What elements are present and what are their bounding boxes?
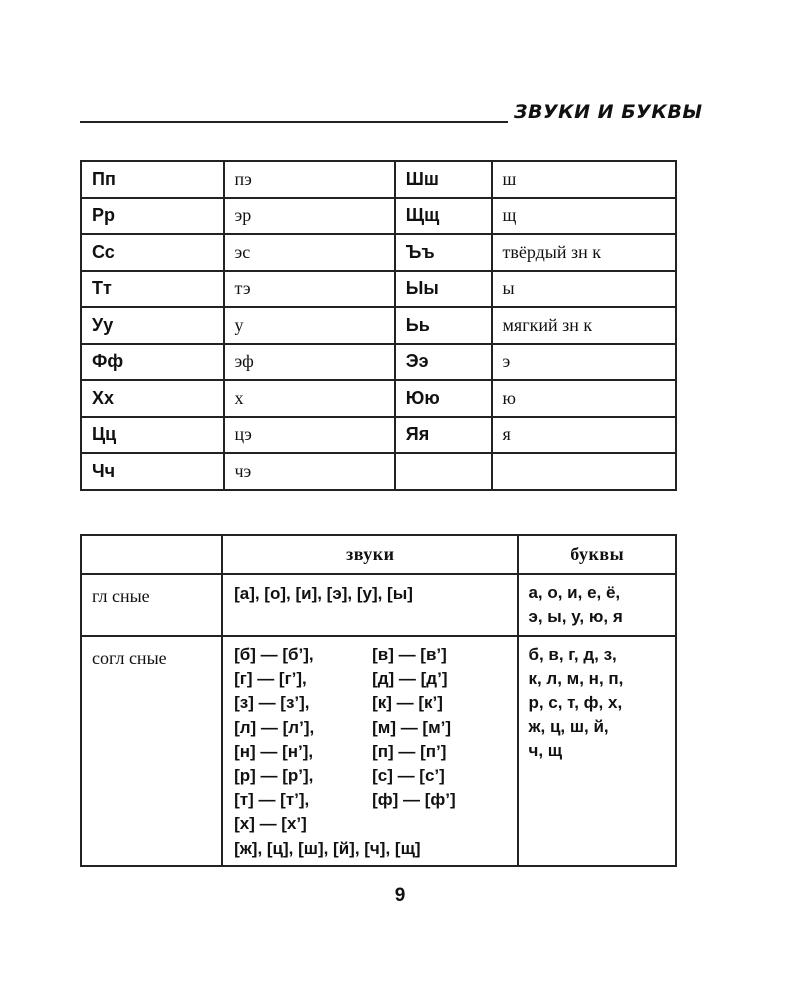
unpaired-consonants: [ж], [ц], [ш], [й], [ч], [щ] [234,838,421,858]
letter-name-cell: ю [492,380,676,417]
alphabet-row [81,417,676,454]
consonant-letters [518,636,676,866]
consonant-pair-line [234,788,517,812]
letter-name-cell: э [492,344,676,381]
letter-cell: Хх [81,380,224,417]
alphabet-row [81,453,676,490]
alphabet-row [81,380,676,417]
vowel-letters [518,574,676,636]
letter-cell: Пп [81,161,224,198]
consonant-letters-line: б, в, г, д, з, [528,645,617,664]
consonant-pair: [д] — [д’] [372,669,448,689]
consonant-pair: [в] — [в’] [372,645,447,664]
consonant-pair: [х] — [х’] [234,814,307,834]
letter-name-cell: х [224,380,395,417]
column-header-sounds: звуки [222,535,518,574]
consonant-sounds [222,636,518,866]
letter-name-cell: у [224,307,395,344]
vowel-letters-line: а, о, и, е, ё, [528,583,621,602]
letter-name-cell: твёрдый зн к [492,234,676,271]
letter-cell: Тт [81,271,224,308]
letter-cell: Рр [81,198,224,235]
letter-cell: Яя [395,417,492,454]
consonant-pair-line [234,667,517,691]
letter-name-cell: ы [492,271,676,308]
letter-name-cell: эр [224,198,395,235]
sounds-letters-table [80,534,677,867]
header-rule [80,121,508,123]
consonant-pair: [г] — [г’], [234,669,307,689]
consonant-letters-line: р, с, т, ф, х, [528,693,623,712]
consonant-pair-line [234,716,517,740]
letter-cell: Ъъ [395,234,492,271]
page-header-title: ЗВУКИ И БУКВЫ [514,101,703,123]
vowels-row [81,574,676,636]
alphabet-row [81,344,676,381]
consonant-pair-line [234,691,517,715]
page-number: 9 [394,885,406,906]
letter-cell: Чч [81,453,224,490]
consonant-pair: [н] — [н’], [234,741,314,761]
letter-cell: Шш [395,161,492,198]
table-header-row [81,535,676,574]
consonant-pair-line [234,740,517,764]
letter-cell: Юю [395,380,492,417]
consonant-pair: [т] — [т’], [234,790,310,810]
consonant-pair: [б] — [б’], [234,645,314,664]
letter-name-cell: мягкий зн к [492,307,676,344]
letter-cell: Ьь [395,307,492,344]
consonant-pair: [к] — [к’] [372,693,443,713]
consonants-label: согл сные [81,636,222,866]
consonant-pair-line [234,643,517,667]
consonant-pair: [с] — [с’] [372,766,445,786]
consonant-pair-line [234,812,517,836]
consonant-letters-line: к, л, м, н, п, [528,669,624,688]
consonant-pair: [л] — [л’], [234,717,315,737]
consonant-pair: [ф] — [ф’] [372,790,456,810]
letter-cell: Сс [81,234,224,271]
alphabet-row [81,161,676,198]
letter-name-cell: ш [492,161,676,198]
consonant-pair: [м] — [м’] [372,717,452,737]
letter-cell: Фф [81,344,224,381]
letter-cell: Щщ [395,198,492,235]
alphabet-row [81,234,676,271]
letter-name-cell: цэ [224,417,395,454]
letter-name-cell: я [492,417,676,454]
letter-cell: Уу [81,307,224,344]
letter-name-cell: пэ [224,161,395,198]
consonants-row [81,636,676,866]
letter-cell: Ыы [395,271,492,308]
vowels-label: гл сные [81,574,222,636]
letter-name-cell: эф [224,344,395,381]
letter-cell: Цц [81,417,224,454]
alphabet-row [81,307,676,344]
consonant-pair: [з] — [з’], [234,693,310,713]
alphabet-row [81,271,676,308]
letter-cell [395,453,492,490]
alphabet-table [80,160,677,491]
vowel-sounds: [а], [о], [и], [э], [у], [ы] [222,574,518,636]
vowel-letters-line: э, ы, у, ю, я [528,607,623,626]
letter-name-cell [492,453,676,490]
consonant-pair: [р] — [р’], [234,766,314,786]
letter-name-cell: чэ [224,453,395,490]
letter-name-cell: тэ [224,271,395,308]
empty-header-cell [81,535,222,574]
letter-name-cell: эс [224,234,395,271]
consonant-letters-line: ч, щ [528,741,563,760]
column-header-letters: буквы [518,535,676,574]
letter-name-cell: щ [492,198,676,235]
consonant-pair-line [234,764,517,788]
consonant-letters-line: ж, ц, ш, й, [528,717,609,736]
alphabet-row [81,198,676,235]
consonant-pair: [п] — [п’] [372,741,447,761]
letter-cell: Ээ [395,344,492,381]
